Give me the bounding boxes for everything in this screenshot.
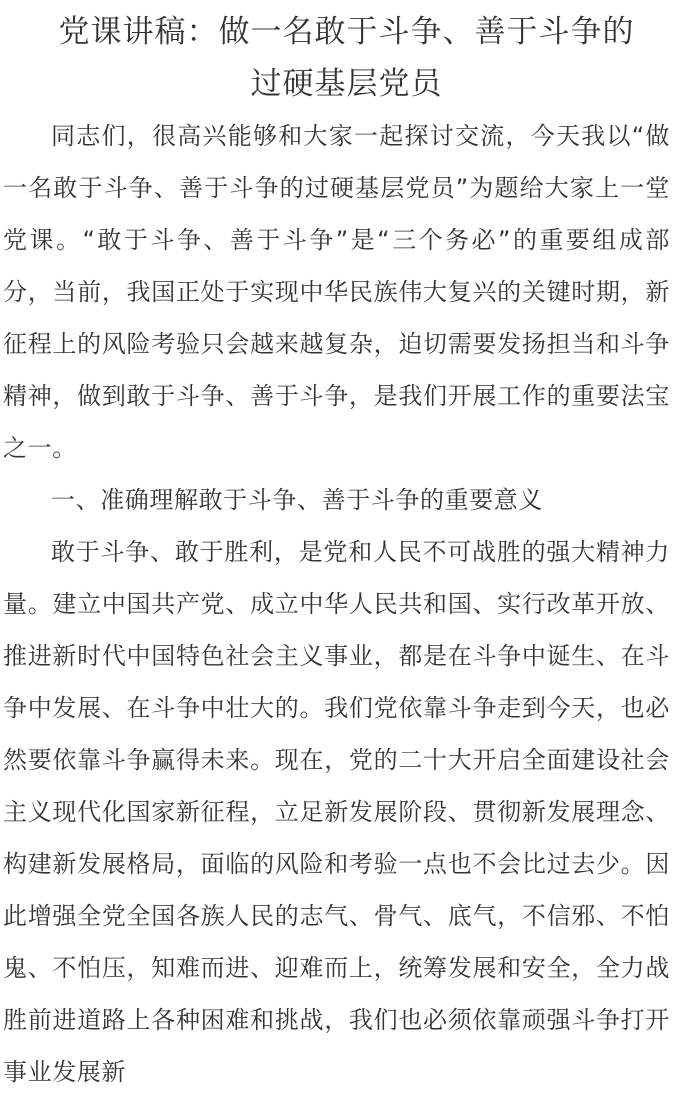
document-title	[0, 0, 693, 110]
document-body	[0, 110, 670, 1098]
body-paragraph: 敢于斗争、敢于胜利，是党和人民不可战胜的强大精神力量。建立中国共产党、成立中华人民共和国、实行改革开放、推进新时代中国特色社会主义事业，都是在斗争中诞生、在斗争中发展、在斗争中壮大的。我们党依靠斗争走到今天，也必然要依靠斗争赢得未来。现在，党的二十大开启全面建设社会主义现代化国家新征程，立足新发展阶段、贯彻新发展理念、构建新发展格局，面临的风险和考验一点也不会比过去少。因此增强全党全国各族人民的志气、骨气、底气，不信邪、不怕鬼、不怕压，知难而进、迎难而上，统筹发展和安全，全力战胜前进道路上各种困难和挑战，我们也必须依靠顽强斗争打开事业发展新	[3, 538, 670, 1086]
title-line-2: 过硬基层党员	[250, 66, 443, 102]
intro-paragraph: 同志们，很高兴能够和大家一起探讨交流，今天我以“做一名敢于斗争、善于斗争的过硬基层党员”为题给大家上一堂党课。“敢于斗争、善于斗争”是“三个务必”的重要组成部分，当前，我国正处于实现中华民族伟大复兴的关键时期，新征程上的风险考验只会越来越复杂，迫切需要发扬担当和斗争精神，做到敢于斗争、善于斗争，是我们开展工作的重要法宝之一。	[3, 122, 670, 462]
section-heading: 一、准确理解敢于斗争、善于斗争的重要意义	[51, 486, 543, 514]
title-line-1: 党课讲稿：做一名敢于斗争、善于斗争的	[58, 14, 635, 50]
